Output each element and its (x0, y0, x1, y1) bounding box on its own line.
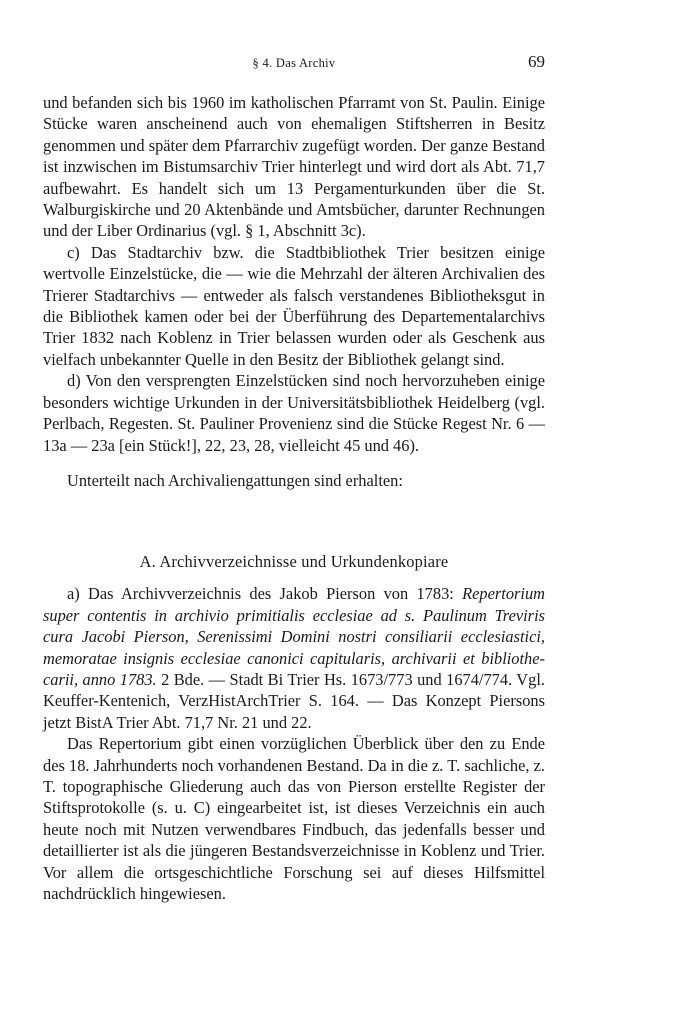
book-page (43, 52, 545, 904)
paragraph-c: c) Das Stadtarchiv bzw. die Stadtbibliothek Trier besitzen einige wertvolle Einzelstücke, die — wie die Mehrzahl der älteren Archivalien des Trierer Stadtarchivs — entweder als falsch verstandenes Bibliotheksgut in die Bibliothek kamen oder bei der Überführung des Departementalarchivs Trier 1832 nach Koblenz in Trier belassen wurden oder als Geschenk aus vielfach unbekannter Quelle in den Besitz der Bibliothek gelangt sind. (43, 242, 545, 369)
body-text (43, 92, 545, 491)
repertorium-title: Repertorium super contentis in archivio primitialis ecclesiae ad s. Paulinum Treviris cura Jacobi Pierson, Serenissimi Domini nostri consiliarii ecclesiastici, memoratae insignis ecclesiae canonici capitularis, archivarii et bibliothecarii, anno 1783. (43, 584, 545, 689)
page-number: 69 (528, 52, 545, 71)
paragraph-a-archive-index (43, 583, 545, 733)
paragraph-d: d) Von den versprengten Einzelstücken sind noch hervorzuheben einige besonders wichtige Urkunden in der Universitätsbibliothek Heidelberg (vgl. Perlbach, Regesten. St. Pauliner Provenienz sind die Stücke Regest Nr. 6 — 13a — 23a [ein Stück!], 22, 23, 28, vielleicht 45 und 46). (43, 371, 545, 455)
paragraph-continuation: und befanden sich bis 1960 im katholischen Pfarramt von St. Paulin. Einige Stücke waren anscheinend auch von ehemaligen Stiftsherren in Besitz genommen und später dem Pfarrarchiv zugefügt worden. Der ganze Bestand ist inzwischen im Bistumsarchiv Trier hinterlegt und wird dort als Abt. 71,7 aufbewahrt. Es handelt sich um 13 Pergamenturkunden über die St. Walburgiskirche und 20 Aktenbände und Amtsbücher, darunter Rechnungen und der Liber Ordinarius (vgl. § 1, Abschnitt 3c). (43, 93, 545, 241)
section-heading-a: A. Archivverzeichnisse und Urkundenkopiare (139, 552, 449, 572)
archive-index-references: 2 Bde. — Stadt Bi Trier Hs. 1673/773 und 1674/774. Vgl. Keuffer-Kentenich, VerzHistArchTrier S. 164. — Das Konzept Piersons jetzt BistA Trier Abt. 71,7 Nr. 21 und 22. (43, 669, 545, 732)
section-a-body (43, 583, 545, 904)
page-header (43, 52, 545, 76)
paragraph-repertorium-description: Das Repertorium gibt einen vorzüglichen Überblick über den zu Ende des 18. Jahrhunderts noch vorhandenen Bestand. Da in die z. T. sachliche, z. T. topographische Gliederung auch das von Pierson erstellte Register der Stiftsprotokolle (s. u. C) eingearbeitet ist, ist dieses Verzeichnis ein auch heute noch mit Nutzen verwendbares Findbuch, das jedenfalls besser und detaillierter ist als die jüngeren Bestandsverzeichnisse in Koblenz und Trier. Vor allem die ortsgeschichtliche Forschung sei auf dieses Hilfsmittel nachdrücklich hingewiesen. (43, 734, 545, 903)
paragraph-summary: Unterteilt nach Archivaliengattungen sind erhalten: (67, 470, 403, 490)
running-head: § 4. Das Archiv (252, 56, 336, 70)
archive-index-intro: a) Das Archivverzeichnis des Jakob Pierson von 1783: (67, 584, 463, 604)
